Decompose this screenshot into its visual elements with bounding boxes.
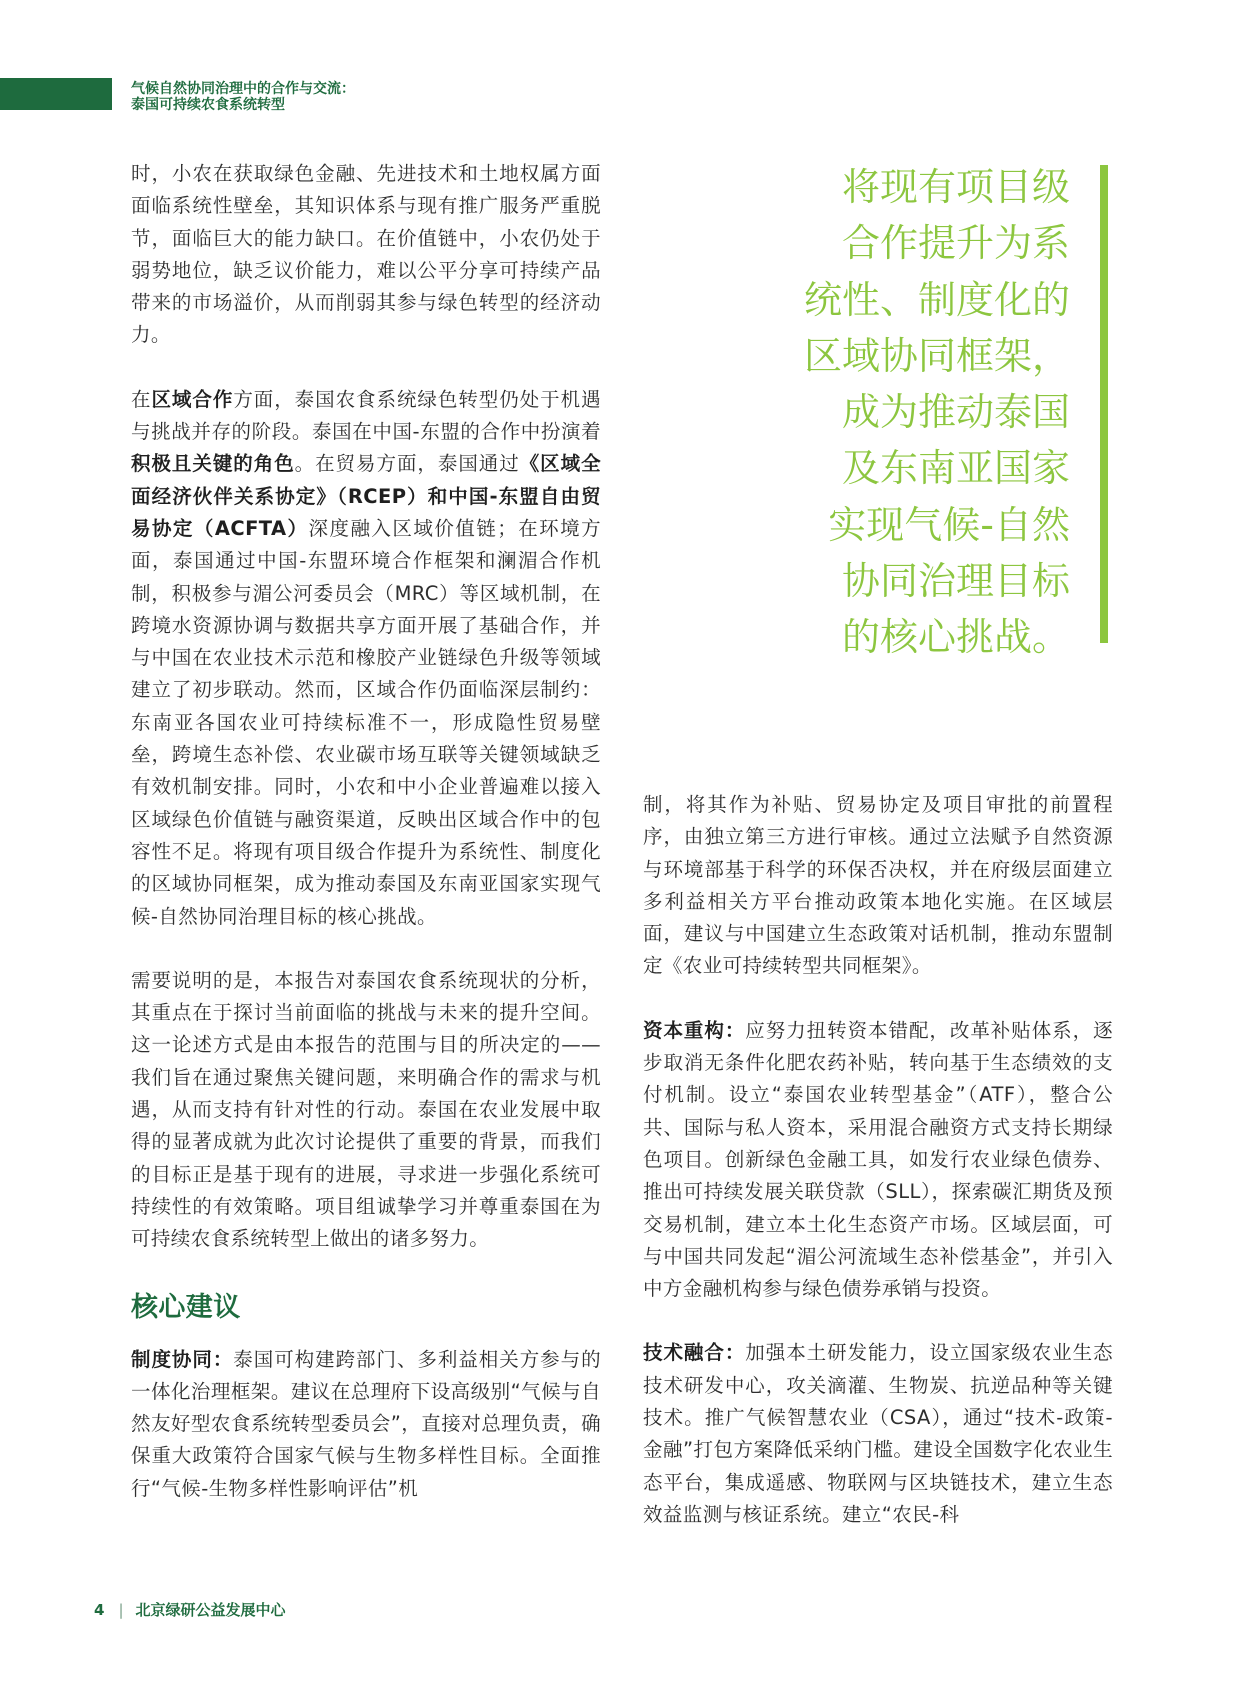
footer-organization: 北京绿研公益发展中心 bbox=[135, 1601, 286, 1619]
capital-restructuring-paragraph: 资本重构：应努力扭转资本错配，改革补贴体系，逐步取消无条件化肥农药补贴，转向基于生态绩效的支付机制。设立“泰国农业转型基金”（ATF），整合公共、国际与私人资本，采用混合融资方式支持长期绿色项目。创新绿色金融工具，如发行农业绿色债券、推出可持续发展关联贷款（SLL），探索碳汇期货及预交易机制，建立本土化生态资产市场。区域层面，可与中国共同发起“湄公河流域生态补偿基金”，并引入中方金融机构参与绿色债券承销与投资。 bbox=[643, 1018, 1113, 1301]
institutional-coordination-paragraph: 制度协同：泰国可构建跨部门、多利益相关方参与的一体化治理框架。建议在总理府下设高级别“气候与自然友好型农食系统转型委员会”，直接对总理负责，确保重大政策符合国家气候与生物多样性目标。全面推行“气候-生物多样性影响评估”机 bbox=[131, 1347, 601, 1500]
body-paragraph: 制，将其作为补贴、贸易协定及项目审批的前置程序，由独立第三方进行审核。通过立法赋予自然资源与环境部基于科学的环保否决权，并在府级层面建立多利益相关方平台推动政策本地化实施。在区域层面，建议与中国建立生态政策对话机制，推动东盟制定《农业可持续转型共同框架》。 bbox=[643, 793, 1113, 978]
technology-integration-paragraph: 技术融合：加强本土研发能力，设立国家级农业生态技术研发中心，攻关滴灌、生物炭、抗逆品种等关键技术。推广气候智慧农业（CSA），通过“技术-政策-金融”打包方案降低采纳门槛。建设全国数字化农业生态平台，集成遥感、物联网与区块链技术，建立生态效益监测与核证系统。建立“农民-科 bbox=[643, 1341, 1113, 1526]
page-footer bbox=[94, 1599, 286, 1620]
running-header bbox=[131, 81, 355, 113]
pull-quote-line: 实现气候-自然 bbox=[828, 502, 1070, 547]
pull-quote-line: 将现有项目级 bbox=[841, 165, 1070, 209]
pull-quote-line: 协同治理目标 bbox=[841, 559, 1070, 604]
left-column bbox=[131, 158, 601, 1537]
running-header-line-2: 泰国可持续农食系统转型 bbox=[131, 97, 285, 113]
footer-separator: | bbox=[118, 1601, 124, 1619]
running-header-line-1: 气候自然协同治理中的合作与交流： bbox=[131, 81, 355, 97]
pull-quote-line: 合作提升为系 bbox=[841, 221, 1070, 266]
pull-quote-line: 区域协同框架， bbox=[803, 333, 1070, 378]
regional-cooperation-paragraph: 在区域合作方面，泰国农食系统绿色转型仍处于机遇与挑战并存的阶段。泰国在中国-东盟的合作中扮演着积极且关键的角色。在贸易方面，泰国通过《区域全面经济伙伴关系协定》（RCEP）和中国-东盟自由贸易协定（ACFTA）深度融入区域价值链；在环境方面，泰国通过中国-东盟环境合作框架和澜湄合作机制，积极参与湄公河委员会（MRC）等区域机制，在跨境水资源协调与数据共享方面开展了基础合作，并与中国在农业技术示范和橡胶产业链绿色升级等领域建立了初步联动。然而，区域合作仍面临深层制约：东南亚各国农业可持续标准不一，形成隐性贸易壁垒，跨境生态补偿、农业碳市场互联等关键领域缺乏有效机制安排。同时，小农和中小企业普遍难以接入区域绿色价值链与融资渠道，反映出区域合作中的包容性不足。将现有项目级合作提升为系统性、制度化的区域协同框架，成为推动泰国及东南亚国家实现气候-自然协同治理目标的核心挑战。 bbox=[131, 387, 602, 928]
body-paragraph: 需要说明的是，本报告对泰国农食系统现状的分析，其重点在于探讨当前面临的挑战与未来的提升空间。这一论述方式是由本报告的范围与目的所决定的——我们旨在通过聚焦关键问题，来明确合作的需求与机遇，从而支持有针对性的行动。泰国在农业发展中取得的显著成就为此次讨论提供了重要的背景，而我们的目标正是基于现有的进展，寻求进一步强化系统可持续性的有效策略。项目组诚挚学习并尊重泰国在为可持续农食系统转型上做出的诸多努力。 bbox=[131, 968, 601, 1251]
pull-quote bbox=[780, 159, 1070, 666]
section-heading: 核心建议 bbox=[131, 1291, 241, 1323]
header-color-bar bbox=[0, 78, 112, 110]
pull-quote-line: 及东南亚国家 bbox=[841, 446, 1070, 491]
pull-quote-line: 的核心挑战。 bbox=[841, 615, 1070, 660]
pull-quote-line: 统性、制度化的 bbox=[803, 277, 1070, 322]
page-number: 4 bbox=[94, 1601, 105, 1619]
body-paragraph: 时，小农在获取绿色金融、先进技术和土地权属方面面临系统性壁垒，其知识体系与现有推广服务严重脱节，面临巨大的能力缺口。在价值链中，小农仍处于弱势地位，缺乏议价能力，难以公平分享可持续产品带来的市场溢价，从而削弱其参与绿色转型的经济动力。 bbox=[131, 162, 601, 347]
pull-quote-line: 成为推动泰国 bbox=[841, 390, 1070, 435]
right-column bbox=[643, 789, 1113, 1563]
pull-quote-bar bbox=[1100, 165, 1108, 643]
